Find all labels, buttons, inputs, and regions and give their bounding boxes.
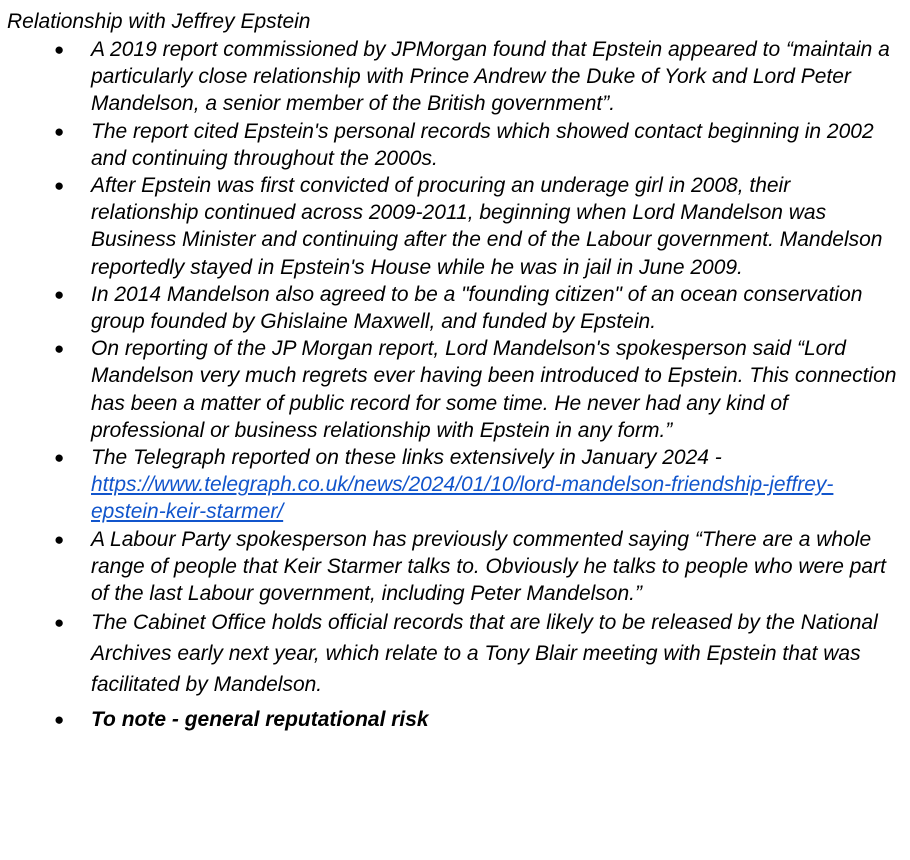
bullet-icon: ● — [54, 40, 65, 59]
list-item — [7, 444, 910, 526]
bullet-icon: ● — [54, 448, 65, 468]
list-item — [7, 172, 910, 281]
bullet-icon: ● — [54, 176, 65, 196]
list-item — [7, 607, 910, 700]
section-heading: Relationship with Jeffrey Epstein — [7, 10, 311, 33]
list-item — [7, 36, 910, 118]
bullet-icon: ● — [54, 284, 65, 304]
list-item-text: The Telegraph reported on these links extensively in January 2024 - — [91, 446, 722, 470]
list-item — [7, 526, 910, 608]
list-item-text: A 2019 report commissioned by JPMorgan found that Epstein appeared to “maintain a particularly close relationship with Prince Andrew the Duke of York and Lord Peter Mandelson, a senior member of the British government”. — [91, 38, 890, 116]
list-item — [7, 281, 910, 335]
list-item-text: To note - general reputational risk — [91, 708, 429, 732]
list-item-text: The Cabinet Office holds official records that are likely to be released by the National Archives early next year, which relate to a Tony Blair meeting with Epstein that was facilitated by Mandelson. — [91, 611, 878, 697]
bullet-icon: ● — [54, 710, 65, 730]
list-item-text: In 2014 Mandelson also agreed to be a "founding citizen" of an ocean conservation group founded by Ghislaine Maxwell, and funded by Epstein. — [91, 282, 863, 334]
bullet-icon: ● — [54, 121, 65, 141]
bullet-icon: ● — [54, 613, 65, 633]
bullet-icon: ● — [54, 529, 65, 549]
telegraph-article-link[interactable]: https://www.telegraph.co.uk/news/2024/01/10/lord-mandelson-friendship-jeffrey-epstein-keir-starmer/ — [91, 473, 834, 524]
list-item-text: The report cited Epstein's personal records which showed contact beginning in 2002 and continuing throughout the 2000s. — [91, 119, 874, 170]
list-item — [7, 118, 910, 172]
list-item — [7, 335, 910, 444]
list-item-text: On reporting of the JP Morgan report, Lord Mandelson's spokesperson said “Lord Mandelson very much regrets ever having been introduced to Epstein. This connection has been a matter of public record for some time. He never had any kind of professional or business relationship with Epstein in any form.” — [91, 337, 897, 442]
bullet-list — [7, 36, 910, 733]
list-item-text: After Epstein was first convicted of procuring an underage girl in 2008, their relationship continued across 2009-2011, beginning when Lord Mandelson was Business Minister and continuing after the end of the Labour government. Mandelson reportedly stayed in Epstein's House while he was in jail in June 2009. — [91, 174, 883, 279]
bullet-icon: ● — [54, 339, 65, 359]
list-item — [7, 706, 910, 733]
list-item-text: A Labour Party spokesperson has previously commented saying “There are a whole range of people that Keir Starmer talks to. Obviously he talks to people who were part of the last Labour government, including Peter Mandelson.” — [91, 527, 886, 606]
